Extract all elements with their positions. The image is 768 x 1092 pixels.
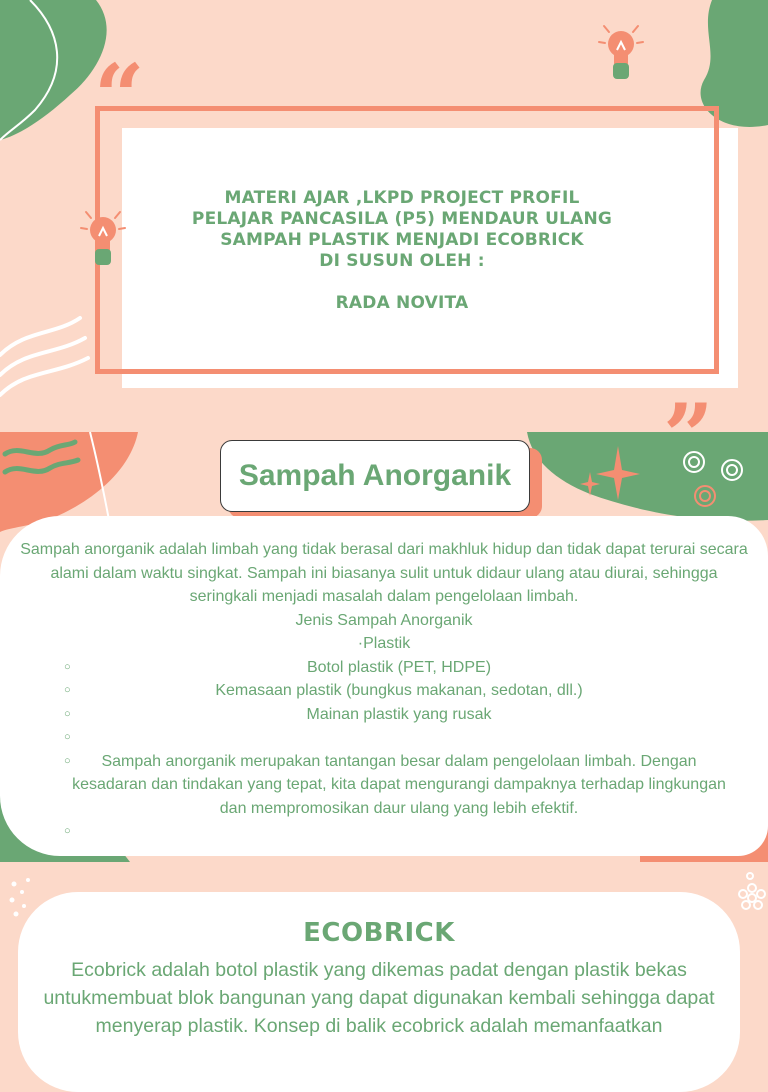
cover-title-line: DI SUSUN OLEH : [319,251,485,271]
dots-decoration [10,878,31,917]
cover-author: RADA NOVITA [335,293,469,313]
cover-title [122,188,682,314]
bullet-icon: ○ [64,731,71,743]
list-item [20,656,748,680]
lightbulb-icon [598,22,644,84]
list-item [20,679,748,703]
ecobrick-body: Ecobrick adalah botol plastik yang dikemas padat dengan plastik bekas untukmembuat blok bangunan yang dapat digunakan kembali sehingga dapat menyerap plastik. Konsep di balik ecobrick adalah memanfaatkan [43,959,715,1037]
list-item [20,726,748,750]
bullet-icon: ○ [64,660,71,673]
green-blob-right [527,432,768,521]
list-item-text: Sampah anorganik merupakan tantangan besar dalam pengelolaan limbah. Dengan kesadaran dan tindakan yang tepat, kita dapat mengurangi dampaknya terhadap lingkungan dan mempromosikan daur ulang yang lebih efektif. [72,752,726,817]
bullet-icon: ○ [64,707,71,720]
list-item-text: Mainan plastik yang rusak [306,705,492,723]
cover-title-line: SAMPAH PLASTIK MENJADI ECOBRICK [220,230,584,250]
green-blob-top-left [0,0,107,140]
section-title: Sampah Anorganik [238,459,512,492]
cover-section [0,0,768,432]
bullet-list [20,656,748,844]
title-box [220,440,530,512]
intro-paragraph: Sampah anorganik adalah limbah yang tidak berasal dari makhluk hidup dan tidak dapat terurai secara alami dalam waktu singkat. Sampah ini biasanya sulit untuk didaur ulang atau diurai, sehingga seringkali menjadi masalah dalam pengelolaan limbah. [20,541,748,605]
bullet-icon: ○ [64,825,71,837]
list-item [20,820,748,844]
list-item-text: Botol plastik (PET, HDPE) [306,658,492,676]
subheading: Jenis Sampah Anorganik [295,611,473,629]
list-item [20,703,748,727]
list-item-text: Kemasaan plastik (bungkus makanan, sedotan, dll.) [215,682,583,699]
ecobrick-title: ECOBRICK [303,918,455,948]
lightbulb-icon [80,208,126,270]
ecobrick-section [0,862,768,1037]
open-quote-icon: “ [94,44,145,148]
bullet-icon: ○ [64,754,71,767]
bullet-icon: ○ [64,684,71,696]
cover-title-line: MATERI AJAR ,LKPD PROJECT PROFIL [224,188,580,208]
flower-icon [739,873,765,909]
category-label: ·Plastik [357,635,411,652]
white-wave-left [0,318,88,395]
sampah-anorganik-section [0,432,768,862]
content-body [20,538,748,844]
list-item [20,750,748,821]
cover-title-line: PELAJAR PANCASILA (P5) MENDAUR ULANG [191,209,613,229]
